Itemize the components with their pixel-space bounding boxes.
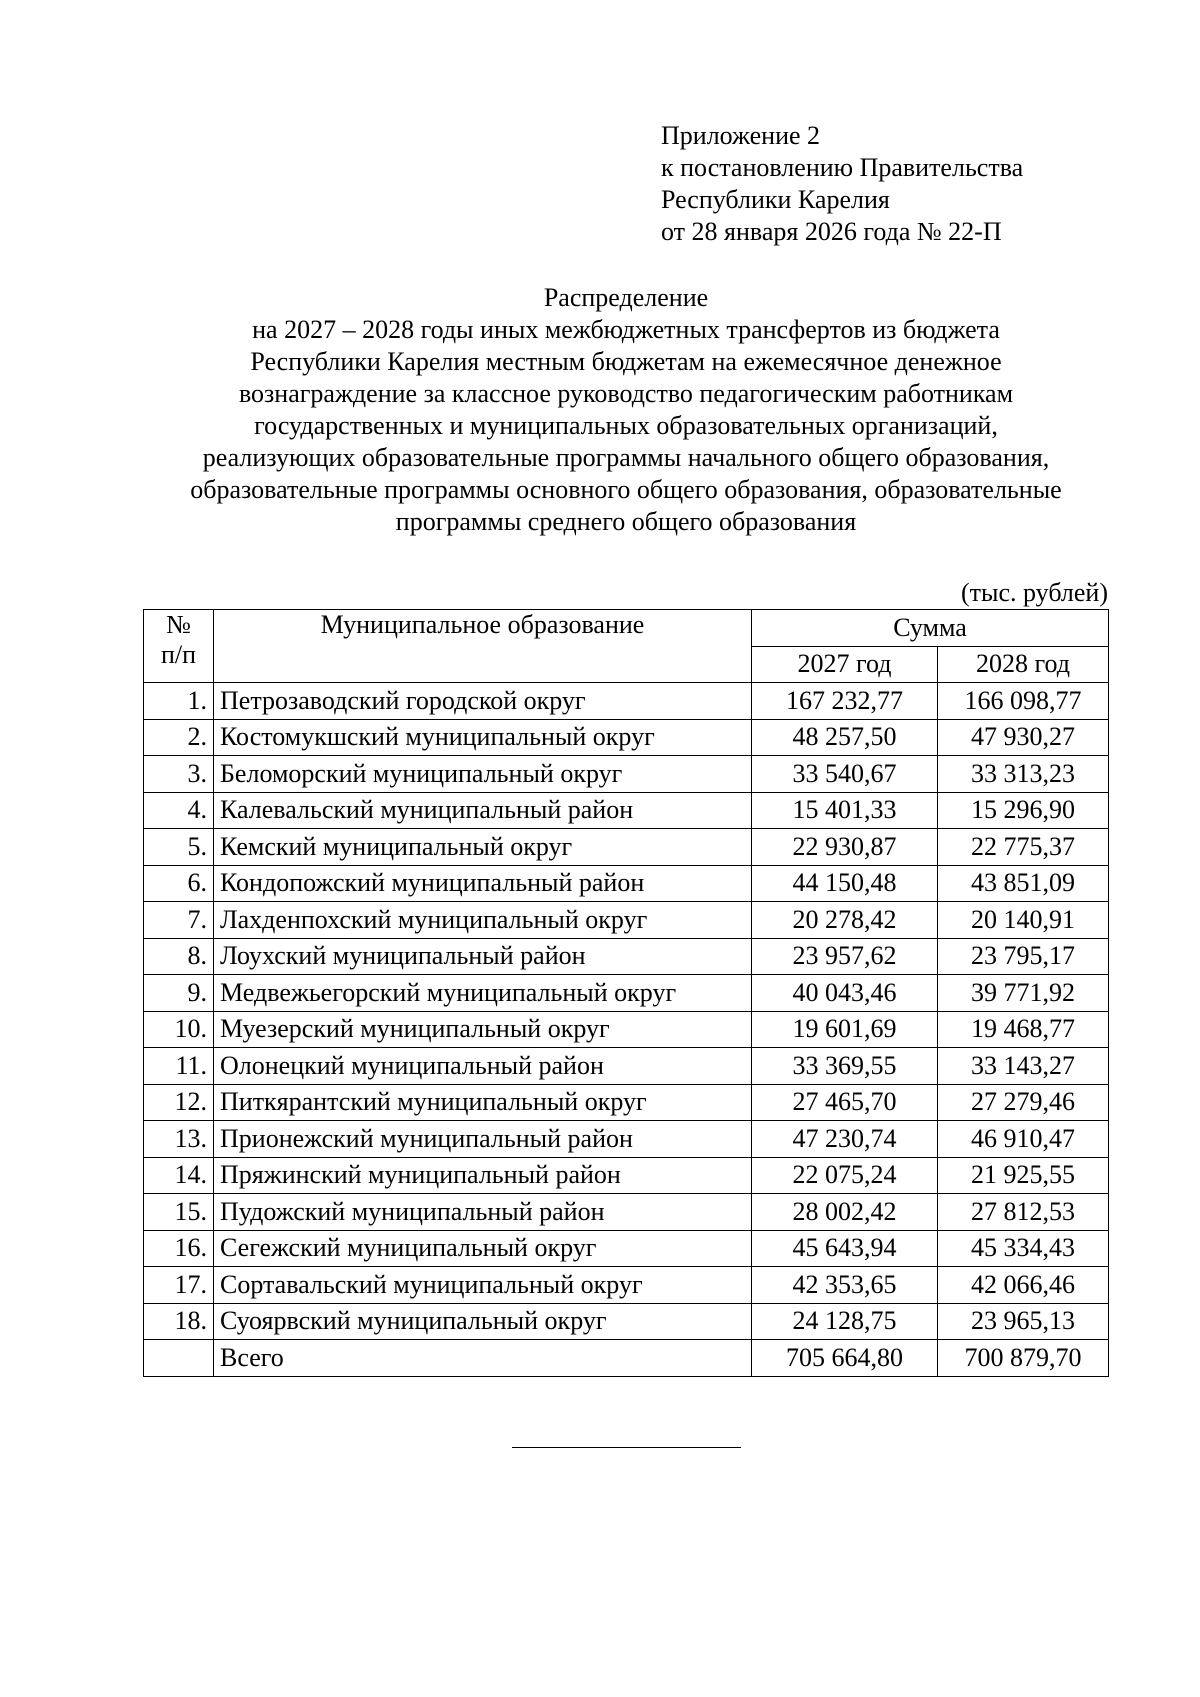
municipality-name: Кондопожский муниципальный район xyxy=(214,865,752,902)
amount-2028: 23 795,17 xyxy=(938,938,1109,975)
header-sum: Сумма xyxy=(752,610,1109,647)
title-line: вознаграждение за классное руководство педагогическим работникам xyxy=(238,379,1014,408)
table-body xyxy=(144,683,1109,1377)
row-number: 4. xyxy=(144,792,214,829)
table-row xyxy=(144,938,1109,975)
amount-2028: 22 775,37 xyxy=(938,829,1109,866)
amount-2028: 39 771,92 xyxy=(938,975,1109,1012)
municipality-name: Пряжинский муниципальный район xyxy=(214,1157,752,1194)
amount-2028: 19 468,77 xyxy=(938,1011,1109,1048)
header-year-2027: 2027 год xyxy=(752,646,938,683)
title-line: реализующих образовательные программы начального общего образования, xyxy=(202,443,1050,472)
amount-2028: 33 313,23 xyxy=(938,756,1109,793)
amount-2027: 23 957,62 xyxy=(752,938,938,975)
municipality-name: Беломорский муниципальный округ xyxy=(214,756,752,793)
amount-2027: 44 150,48 xyxy=(752,865,938,902)
table-row xyxy=(144,792,1109,829)
municipality-name: Сортавальский муниципальный округ xyxy=(214,1267,752,1304)
header-num xyxy=(144,610,214,683)
title-line: государственных и муниципальных образовательных организаций, xyxy=(254,411,998,440)
row-number: 11. xyxy=(144,1048,214,1085)
total-number xyxy=(144,1340,214,1377)
row-number: 16. xyxy=(144,1230,214,1267)
table-row xyxy=(144,1011,1109,1048)
total-row xyxy=(144,1340,1109,1377)
table-row xyxy=(144,1230,1109,1267)
table-row xyxy=(144,975,1109,1012)
municipality-name: Петрозаводский городской округ xyxy=(214,683,752,720)
amount-2027: 22 930,87 xyxy=(752,829,938,866)
title-line: на 2027 – 2028 годы иных межбюджетных трансфертов из бюджета xyxy=(252,315,1000,344)
table-row xyxy=(144,829,1109,866)
amount-2028: 43 851,09 xyxy=(938,865,1109,902)
amount-2027: 48 257,50 xyxy=(752,719,938,756)
amount-2028: 47 930,27 xyxy=(938,719,1109,756)
row-number: 10. xyxy=(144,1011,214,1048)
amount-2027: 45 643,94 xyxy=(752,1230,938,1267)
row-number: 2. xyxy=(144,719,214,756)
units-label: (тыс. рублей) xyxy=(960,578,1108,607)
row-number: 15. xyxy=(144,1194,214,1231)
amount-2028: 15 296,90 xyxy=(938,792,1109,829)
row-number: 8. xyxy=(144,938,214,975)
table-row xyxy=(144,1157,1109,1194)
header-year-2028: 2028 год xyxy=(938,646,1109,683)
table-row xyxy=(144,1194,1109,1231)
municipality-name: Кемский муниципальный округ xyxy=(214,829,752,866)
row-number: 18. xyxy=(144,1303,214,1340)
municipality-name: Муезерский муниципальный округ xyxy=(214,1011,752,1048)
table-row xyxy=(144,865,1109,902)
row-number: 14. xyxy=(144,1157,214,1194)
row-number: 1. xyxy=(144,683,214,720)
amount-2027: 42 353,65 xyxy=(752,1267,938,1304)
row-number: 6. xyxy=(144,865,214,902)
closing-line xyxy=(512,1447,741,1448)
amount-2028: 166 098,77 xyxy=(938,683,1109,720)
municipality-name: Лоухский муниципальный район xyxy=(214,938,752,975)
amount-2028: 45 334,43 xyxy=(938,1230,1109,1267)
table-row xyxy=(144,1048,1109,1085)
municipality-name: Медвежьегорский муниципальный округ xyxy=(214,975,752,1012)
amount-2028: 21 925,55 xyxy=(938,1157,1109,1194)
table-row xyxy=(144,719,1109,756)
table-row xyxy=(144,683,1109,720)
appendix-line: Республики Карелия xyxy=(661,185,890,214)
amount-2028: 42 066,46 xyxy=(938,1267,1109,1304)
row-number: 5. xyxy=(144,829,214,866)
table-row xyxy=(144,1303,1109,1340)
municipality-name: Суоярвский муниципальный округ xyxy=(214,1303,752,1340)
row-number: 7. xyxy=(144,902,214,939)
municipality-name: Пудожский муниципальный район xyxy=(214,1194,752,1231)
row-number: 12. xyxy=(144,1084,214,1121)
table-row xyxy=(144,756,1109,793)
header-num-line1: № xyxy=(166,610,191,639)
amount-2027: 19 601,69 xyxy=(752,1011,938,1048)
municipality-name: Олонецкий муниципальный район xyxy=(214,1048,752,1085)
amount-2027: 27 465,70 xyxy=(752,1084,938,1121)
amount-2027: 20 278,42 xyxy=(752,902,938,939)
appendix-line: к постановлению Правительства xyxy=(661,153,1024,182)
amount-2027: 22 075,24 xyxy=(752,1157,938,1194)
table-row xyxy=(144,1121,1109,1158)
amount-2028: 23 965,13 xyxy=(938,1303,1109,1340)
appendix-header xyxy=(661,120,1023,248)
amount-2027: 167 232,77 xyxy=(752,683,938,720)
amount-2028: 20 140,91 xyxy=(938,902,1109,939)
row-number: 13. xyxy=(144,1121,214,1158)
title-line: Республики Карелия местным бюджетам на ежемесячное денежное xyxy=(250,347,1002,376)
header-num-line2: п/п xyxy=(160,640,197,669)
municipality-name: Прионежский муниципальный район xyxy=(214,1121,752,1158)
row-number: 17. xyxy=(144,1267,214,1304)
title-line: образовательные программы основного общего образования, образовательные xyxy=(190,475,1062,504)
document-title xyxy=(100,282,1152,538)
amount-2027: 47 230,74 xyxy=(752,1121,938,1158)
title-line: программы среднего общего образования xyxy=(395,507,857,536)
amount-2028: 27 812,53 xyxy=(938,1194,1109,1231)
header-name: Муниципальное образование xyxy=(214,610,752,683)
total-2027: 705 664,80 xyxy=(752,1340,938,1377)
amount-2027: 33 369,55 xyxy=(752,1048,938,1085)
row-number: 3. xyxy=(144,756,214,793)
amount-2028: 46 910,47 xyxy=(938,1121,1109,1158)
appendix-line: Приложение 2 xyxy=(661,121,821,150)
amount-2027: 40 043,46 xyxy=(752,975,938,1012)
municipality-name: Сегежский муниципальный округ xyxy=(214,1230,752,1267)
municipality-name: Костомукшский муниципальный округ xyxy=(214,719,752,756)
distribution-table xyxy=(143,609,1109,1377)
amount-2027: 24 128,75 xyxy=(752,1303,938,1340)
total-2028: 700 879,70 xyxy=(938,1340,1109,1377)
amount-2028: 27 279,46 xyxy=(938,1084,1109,1121)
amount-2028: 33 143,27 xyxy=(938,1048,1109,1085)
municipality-name: Калевальский муниципальный район xyxy=(214,792,752,829)
table-row xyxy=(144,1267,1109,1304)
table-row xyxy=(144,902,1109,939)
row-number: 9. xyxy=(144,975,214,1012)
amount-2027: 28 002,42 xyxy=(752,1194,938,1231)
appendix-line: от 28 января 2026 года № 22-П xyxy=(661,217,1002,246)
amount-2027: 15 401,33 xyxy=(752,792,938,829)
amount-2027: 33 540,67 xyxy=(752,756,938,793)
title-line: Распределение xyxy=(543,283,709,312)
total-label: Всего xyxy=(214,1340,752,1377)
municipality-name: Лахденпохский муниципальный округ xyxy=(214,902,752,939)
table-header-row xyxy=(144,610,1109,647)
table-row xyxy=(144,1084,1109,1121)
municipality-name: Питкярантский муниципальный округ xyxy=(214,1084,752,1121)
